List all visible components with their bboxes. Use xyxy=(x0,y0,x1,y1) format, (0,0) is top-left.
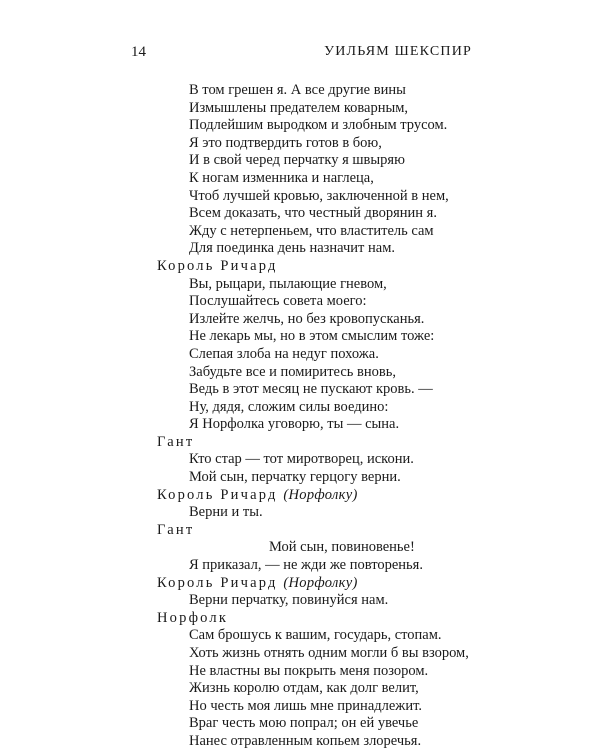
verse-line: Чтоб лучшей кровью, заключенной в нем, xyxy=(189,187,449,204)
verse-line: Вы, рыцари, пылающие гневом, xyxy=(189,275,387,292)
verse-line: Кто стар — тот миротворец, искони. xyxy=(189,451,414,468)
verse-line: Всем доказать, что честный дворянин я. xyxy=(189,205,437,222)
speaker-label: Король Ричард xyxy=(157,257,278,274)
verse-line: Нанес отравленным копьем злоречья. xyxy=(189,732,422,749)
verse-line: Враг честь мою попрал; он ей увечье xyxy=(189,715,419,732)
verse-line: Измышлены предателем коварным, xyxy=(189,99,409,116)
verse-line: Верни и ты. xyxy=(189,504,263,521)
stage-direction: (Норфолку) xyxy=(283,486,358,503)
speaker-label: Король Ричард xyxy=(157,574,278,591)
speaker-name xyxy=(0,487,600,505)
speaker-name xyxy=(0,434,600,452)
verse-line: Ну, дядя, сложим силы воедино: xyxy=(189,398,389,415)
verse-line: Я Норфолка уговорю, ты — сына. xyxy=(189,416,400,433)
speaker-name xyxy=(0,258,600,276)
verse-line: К ногам изменника и наглеца, xyxy=(189,169,374,186)
verse-line: Но честь моя лишь мне принадлежит. xyxy=(189,697,422,714)
verse-line: Не лекарь мы, но в этом смыслим тоже: xyxy=(189,328,435,345)
running-head: УИЛЬЯМ ШЕКСПИР xyxy=(324,44,472,59)
speaker-label: Гант xyxy=(157,521,195,538)
verse-line: Сам брошусь к вашим, государь, стопам. xyxy=(189,627,442,644)
page-header xyxy=(131,44,472,66)
verse-line: Жизнь королю отдам, как долг велит, xyxy=(189,680,419,697)
verse-line: Верни перчатку, повинуйся нам. xyxy=(189,592,389,609)
verse-line: Подлейшим выродком и злобным трусом. xyxy=(189,117,448,134)
verse-line: И в свой черед перчатку я швыряю xyxy=(189,152,405,169)
verse-line: Для поединка день назначит нам. xyxy=(189,240,395,257)
verse-line: Жду с нетерпеньем, что властитель сам xyxy=(189,222,434,239)
verse-line: Мой сын, повиновенье! xyxy=(269,539,415,556)
page-number: 14 xyxy=(131,44,146,60)
verse-line: Забудьте все и помиритесь вновь, xyxy=(189,363,396,380)
speaker-name xyxy=(0,610,600,628)
speaker-name xyxy=(0,522,600,540)
verse-line: Послушайтесь совета моего: xyxy=(189,293,367,310)
speaker-label: Норфолк xyxy=(157,609,229,626)
verse-line: Мой сын, перчатку герцогу верни. xyxy=(189,469,401,486)
verse-line: Я приказал, — не жди же повторенья. xyxy=(189,557,423,574)
speaker-label: Король Ричард xyxy=(157,486,278,503)
verse-line: В том грешен я. А все другие вины xyxy=(189,82,406,98)
verse-line: Слепая злоба на недуг похожа. xyxy=(189,345,379,362)
play-text xyxy=(0,82,600,751)
verse-line: Излейте желчь, но без кровопусканья. xyxy=(189,310,425,327)
speaker-name xyxy=(0,575,600,593)
stage-direction: (Норфолку) xyxy=(283,574,358,591)
verse-line: Ведь в этот месяц не пускают кровь. — xyxy=(189,381,433,398)
verse-line: Не властны вы покрыть меня позором. xyxy=(189,662,429,679)
verse-line: Я это подтвердить готов в бою, xyxy=(189,134,382,151)
speaker-label: Гант xyxy=(157,433,195,450)
verse-line: Хоть жизнь отнять одним могли б вы взором, xyxy=(189,645,469,661)
